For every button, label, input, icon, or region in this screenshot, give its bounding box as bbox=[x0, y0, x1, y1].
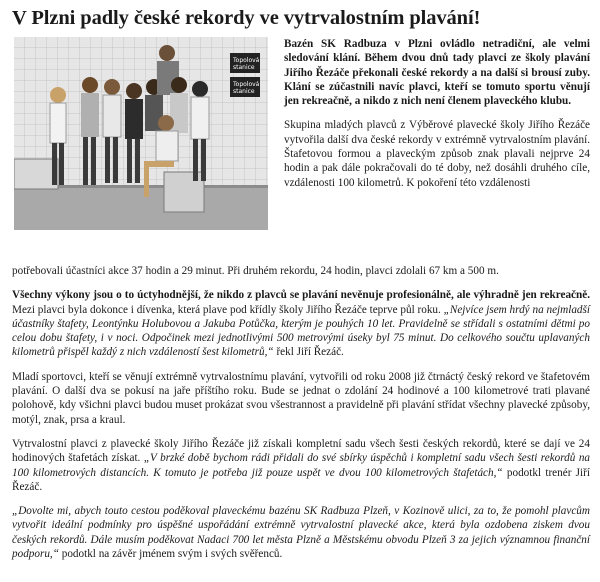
team-photo-illustration bbox=[14, 37, 268, 230]
article-top-section bbox=[12, 37, 590, 265]
lead-paragraph: Bazén SK Radbuza v Plzni ovládlo netradiční, ale velmi sledování klání. Během dvou dnů tady plavci ze školy plavání Jiřího Řezáče překonali české rekordy a na další si brousí zuby. Klání se zúčastnili navíc plavci, kteří se tomuto sportu věnují jen rekreačně, a nikdo z nich není členem plaveckého klubu. bbox=[284, 38, 590, 108]
sign-right-line2: stanice bbox=[233, 88, 255, 95]
team-photo bbox=[14, 37, 268, 230]
paragraph-amateurs bbox=[12, 288, 590, 359]
article-side-column bbox=[284, 37, 590, 200]
paragraph-records-continuation: potřebovali účastníci akce 37 hodin a 29 minut. Při druhém rekordu, 24 hodin, plavci zdolali 67 km a 500 m. bbox=[12, 265, 499, 277]
sign-left-line2: stanice bbox=[233, 64, 255, 71]
article-headline: V Plzni padly české rekordy ve vytrvalostním plavání! bbox=[12, 7, 481, 29]
paragraph-complete-set bbox=[12, 437, 590, 494]
paragraph-thanks bbox=[12, 504, 590, 561]
sign-left-line1: Topolová bbox=[233, 57, 260, 64]
complete-set-attribution: podotkl trenér Jiří Řezáč. bbox=[12, 466, 590, 493]
paragraph-records-intro: Skupina mladých plavců z Výběrové plavecké školy Jiřího Řezáče vytvořila další dva české rekordy v extrémně vytrvalostním plavání. Štafetovou formou a plaveckým způsob znak plavali nejprve 24 hodin a pak dále pokračovali do té doby, než dosáhli druhého cíle, vzdálenosti 100 kilometrů. K pokoření této vzdálenosti bbox=[284, 119, 590, 189]
amateurs-bold-text: Všechny výkony jsou o to úctyhodnější, že nikdo z plavců se plavání nevěnuje profesionálně, ale výhradně jen rekreačně. bbox=[12, 289, 590, 302]
paragraph-future-records: Mladí sportovci, kteří se věnují extrémně vytrvalostnímu plavání, vytvořili od roku 2008 již čtrnáctý český rekord ve štafetovém plavání. O další dva se pokusí na jaře příštího roku. Bude se jednat o zdolání 24 hodinové a 100 kilometrové trati plavané polohově, kdy všichni plavci budou muset prokázat svou všestrannost a pravidelně při plavání střídat všechny plavecké způsoby, motýl, znak, prsa a kraul. bbox=[12, 370, 590, 426]
amateurs-attribution: řekl Jiří Řezáč. bbox=[273, 346, 344, 359]
thanks-attribution: podotkl na závěr jménem svým i svých svěřenců. bbox=[58, 548, 283, 561]
sign-right-line1: Topolová bbox=[233, 81, 260, 88]
thanks-quote: „Dovolte mi, abych touto cestou poděkoval plaveckému bazénu SK Radbuza Plzeň, v Kozinově ulici, za to, že pomohl plavcům vytvořit ideální podmínky pro úspěšné uspořádání extrémně vytrvalostní plavecké akce, která byla ozdobena ziskem dvou českých rekordů. Dále musím poděkovat Nadaci 700 let města Plzně a Městskému obvodu Plzeň 3 za jejich významnou finanční podporu,“ bbox=[12, 505, 590, 561]
amateurs-text: Mezi plavci byla dokonce i dívenka, která plave pod křídly školy Jiřího Řezáče teprve půl roku. bbox=[12, 303, 444, 316]
complete-set-quote: „V brzké době bychom rádi přidali do své sbírky úspěchů i kompletní sadu všech šesti rekordů na 100 kilometrových distancích. K tomuto je potřeba již pouze uspět ve dvou 100 kilometrových štafetách,“ bbox=[12, 452, 591, 479]
complete-set-text: Vytrvalostní plavci z plavecké školy Jiřího Řezáče již získali kompletní sadu všech šesti českých rekordů, které se dají ve 24 hodinových štafetách získat. bbox=[12, 437, 590, 465]
amateurs-quote: „Nejvíce jsem hrdý na nejmladší účastníky štafety, Leontýnku Holubovou a Jakuba Potůčka, kterým je pouhých 10 let. Pravidelně se střídali s ostatními dětmi po celou dobu štafety, i v noci. Odpočinek mezi jednotlivými 500 metrovými úseky byl 75 minut. Do celkového součtu uplavaných kilometrů přispěl každý z nich vzdáleností šest kilometrů,“ bbox=[12, 303, 590, 359]
